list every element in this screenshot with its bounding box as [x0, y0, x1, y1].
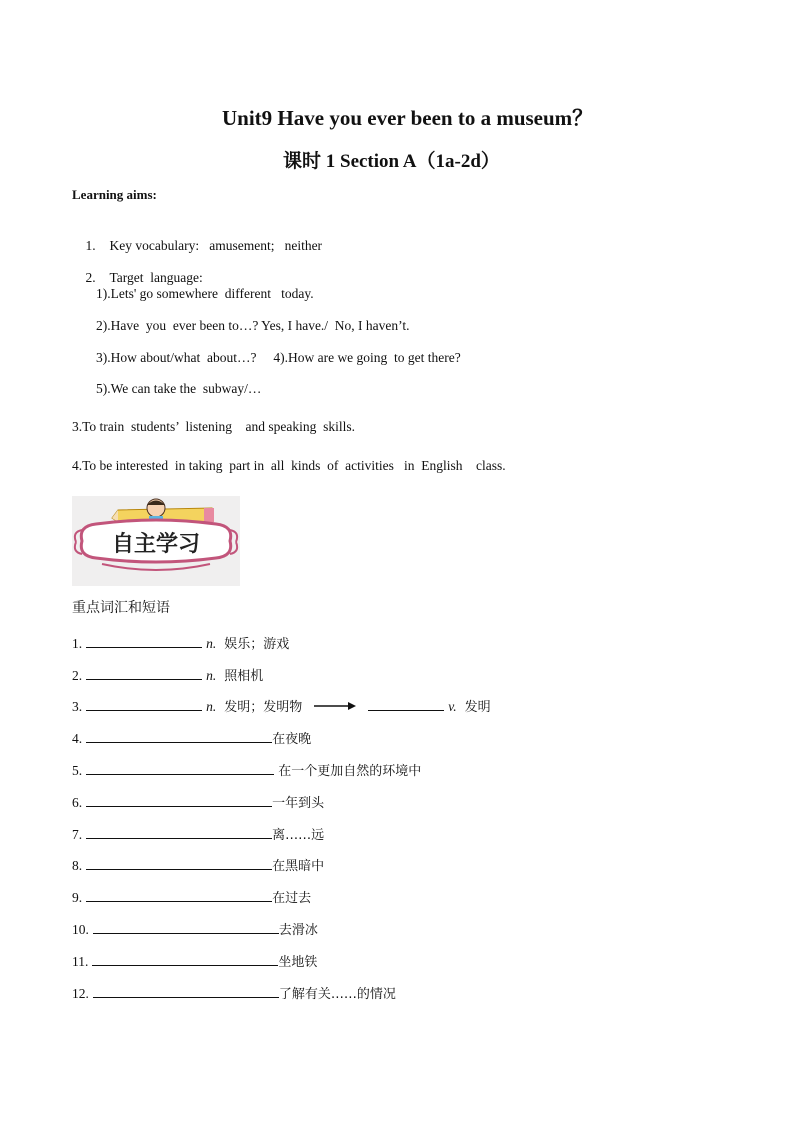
target-language-3-4: 3).How about/what about…? 4).How are we going to get there? [96, 350, 461, 365]
vocab-meaning: 娱乐；游戏 [224, 637, 290, 652]
vocab-number: 4. [72, 731, 83, 746]
vocab-heading: 重点词汇和短语 [72, 600, 170, 616]
vocab-number: 10. [72, 922, 89, 937]
part-of-speech: n. [206, 699, 217, 714]
vocab-number: 8. [72, 858, 83, 873]
answer-blank[interactable] [86, 794, 272, 807]
vocab-meaning: 了解有关……的情况 [278, 987, 396, 1002]
vocab-meaning: 在夜晚 [272, 732, 312, 747]
target-language-5: 5).We can take the subway/… [96, 381, 262, 396]
aim-text: Key vocabulary: amusement; neither [109, 238, 323, 253]
vocab-row-10 [72, 919, 318, 938]
answer-blank[interactable] [93, 985, 279, 998]
vocab-meaning: 在过去 [272, 891, 312, 906]
answer-blank[interactable] [86, 889, 272, 902]
vocab-meaning: 发明 [464, 700, 491, 715]
vocab-meaning: 去滑冰 [278, 923, 318, 938]
vocab-number: 6. [72, 795, 83, 810]
self-study-badge-art [72, 496, 240, 586]
aim-number: 1. [85, 238, 96, 253]
answer-blank[interactable] [86, 826, 272, 839]
vocab-number: 1. [72, 636, 83, 651]
vocab-row-7 [72, 824, 324, 843]
part-of-speech: n. [206, 668, 217, 683]
vocab-number: 3. [72, 699, 83, 714]
aim-number: 2. [85, 270, 96, 285]
arrow-right-icon [314, 699, 356, 715]
answer-blank[interactable] [368, 698, 444, 711]
vocab-row-5 [72, 760, 421, 779]
answer-blank[interactable] [92, 953, 278, 966]
vocab-row-4 [72, 728, 311, 747]
vocab-meaning: 坐地铁 [278, 955, 318, 970]
vocab-row-11 [72, 951, 317, 970]
vocab-row-8 [72, 855, 324, 874]
self-study-badge-label: 自主学习 [111, 532, 201, 557]
answer-blank[interactable] [86, 635, 202, 648]
vocab-number: 12. [72, 986, 89, 1001]
part-of-speech: v. [448, 699, 457, 714]
vocab-number: 2. [72, 668, 83, 683]
vocab-meaning: 在一个更加自然的环境中 [274, 764, 422, 779]
answer-blank[interactable] [86, 857, 272, 870]
target-language-2: 2).Have you ever been to…? Yes, I have./ No, I haven’t. [96, 318, 410, 333]
vocab-row-3 [72, 696, 491, 715]
answer-blank[interactable] [86, 667, 202, 680]
vocab-row-9 [72, 887, 311, 906]
vocab-meaning: 照相机 [224, 669, 264, 684]
aim-item-3: 3.To train students’ listening and speaking skills. [72, 419, 356, 434]
vocab-row-1 [72, 633, 289, 652]
vocab-meaning: 在黑暗中 [272, 859, 325, 874]
vocab-row-2 [72, 665, 263, 684]
vocab-meaning: 一年到头 [272, 796, 325, 811]
page-title: Unit9 Have you ever been to a museum？ [222, 106, 594, 130]
vocab-number: 5. [72, 763, 83, 778]
answer-blank[interactable] [86, 762, 274, 775]
vocab-number: 7. [72, 827, 83, 842]
vocab-meaning: 发明；发明物 [224, 700, 303, 715]
answer-blank[interactable] [93, 921, 279, 934]
learning-aims-heading: Learning aims: [72, 187, 157, 202]
aim-item-4: 4.To be interested in taking part in all kinds of activities in English class. [72, 458, 506, 473]
target-language-1: 1).Lets' go somewhere different today. [96, 286, 314, 301]
page-subtitle: 课时 1 Section A（1a-2d） [283, 151, 500, 172]
vocab-row-12 [72, 983, 396, 1002]
vocab-number: 11. [72, 954, 89, 969]
vocab-row-6 [72, 792, 324, 811]
part-of-speech: n. [206, 636, 217, 651]
answer-blank[interactable] [86, 730, 272, 743]
vocab-meaning: 离……远 [272, 828, 325, 843]
self-study-badge [72, 496, 240, 586]
vocab-number: 9. [72, 890, 83, 905]
aim-text: Target language: [109, 270, 203, 285]
answer-blank[interactable] [86, 698, 202, 711]
